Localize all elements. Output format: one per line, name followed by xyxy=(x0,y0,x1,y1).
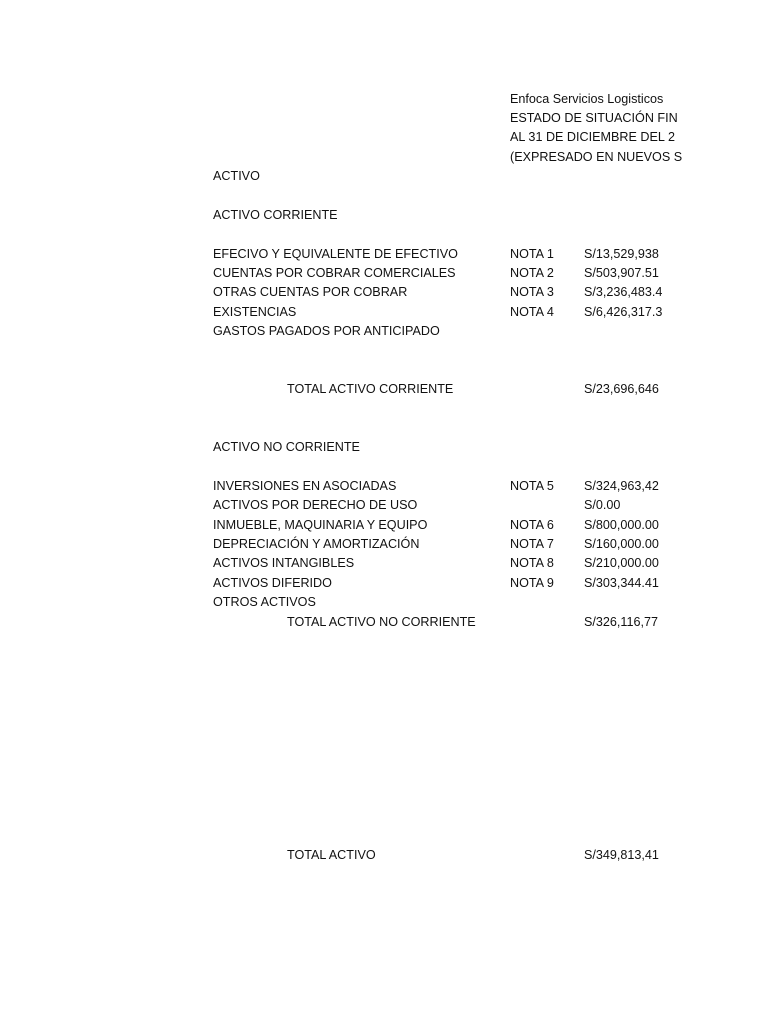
row-label: OTROS ACTIVOS xyxy=(213,595,316,609)
row-label: CUENTAS POR COBRAR COMERCIALES xyxy=(213,266,456,280)
total-non-current-assets-amount: S/326,116,77 xyxy=(584,615,658,629)
row-label: ACTIVOS INTANGIBLES xyxy=(213,556,355,570)
row-amount: S/6,426,317.3 xyxy=(584,305,663,319)
statement-date: AL 31 DE DICIEMBRE DEL 2 xyxy=(510,130,675,144)
row-amount: S/800,000.00 xyxy=(584,518,659,532)
row-amount: S/324,963,42 xyxy=(584,479,659,493)
total-assets-label: TOTAL ACTIVO xyxy=(287,848,376,862)
row-label: DEPRECIACIÓN Y AMORTIZACIÓN xyxy=(213,537,420,551)
row-label: OTRAS CUENTAS POR COBRAR xyxy=(213,285,408,299)
currency-note: (EXPRESADO EN NUEVOS S xyxy=(510,150,683,164)
row-nota: NOTA 9 xyxy=(510,576,554,590)
row-nota: NOTA 7 xyxy=(510,537,554,551)
row-amount: S/13,529,938 xyxy=(584,247,659,261)
row-amount: S/303,344.41 xyxy=(584,576,659,590)
row-label: INVERSIONES EN ASOCIADAS xyxy=(213,479,397,493)
total-current-assets-amount: S/23,696,646 xyxy=(584,382,659,396)
row-label: ACTIVOS POR DERECHO DE USO xyxy=(213,498,418,512)
total-non-current-assets-label: TOTAL ACTIVO NO CORRIENTE xyxy=(287,615,476,629)
row-amount: S/3,236,483.4 xyxy=(584,285,663,299)
row-nota: NOTA 6 xyxy=(510,518,554,532)
row-label: GASTOS PAGADOS POR ANTICIPADO xyxy=(213,324,440,338)
row-nota: NOTA 8 xyxy=(510,556,554,570)
section-activo-corriente: ACTIVO CORRIENTE xyxy=(213,208,338,222)
company-name: Enfoca Servicios Logisticos xyxy=(510,92,664,106)
row-nota: NOTA 2 xyxy=(510,266,554,280)
row-label: EFECIVO Y EQUIVALENTE DE EFECTIVO xyxy=(213,247,458,261)
row-nota: NOTA 1 xyxy=(510,247,554,261)
section-activo: ACTIVO xyxy=(213,169,260,183)
row-amount: S/0.00 xyxy=(584,498,621,512)
row-nota: NOTA 4 xyxy=(510,305,554,319)
total-current-assets-label: TOTAL ACTIVO CORRIENTE xyxy=(287,382,454,396)
row-amount: S/210,000.00 xyxy=(584,556,659,570)
row-label: EXISTENCIAS xyxy=(213,305,297,319)
row-amount: S/160,000.00 xyxy=(584,537,659,551)
row-nota: NOTA 5 xyxy=(510,479,554,493)
row-label: ACTIVOS DIFERIDO xyxy=(213,576,332,590)
row-nota: NOTA 3 xyxy=(510,285,554,299)
statement-title: ESTADO DE SITUACIÓN FIN xyxy=(510,111,678,125)
row-amount: S/503,907.51 xyxy=(584,266,659,280)
total-assets-amount: S/349,813,41 xyxy=(584,848,659,862)
row-label: INMUEBLE, MAQUINARIA Y EQUIPO xyxy=(213,518,428,532)
section-activo-no-corriente: ACTIVO NO CORRIENTE xyxy=(213,440,360,454)
